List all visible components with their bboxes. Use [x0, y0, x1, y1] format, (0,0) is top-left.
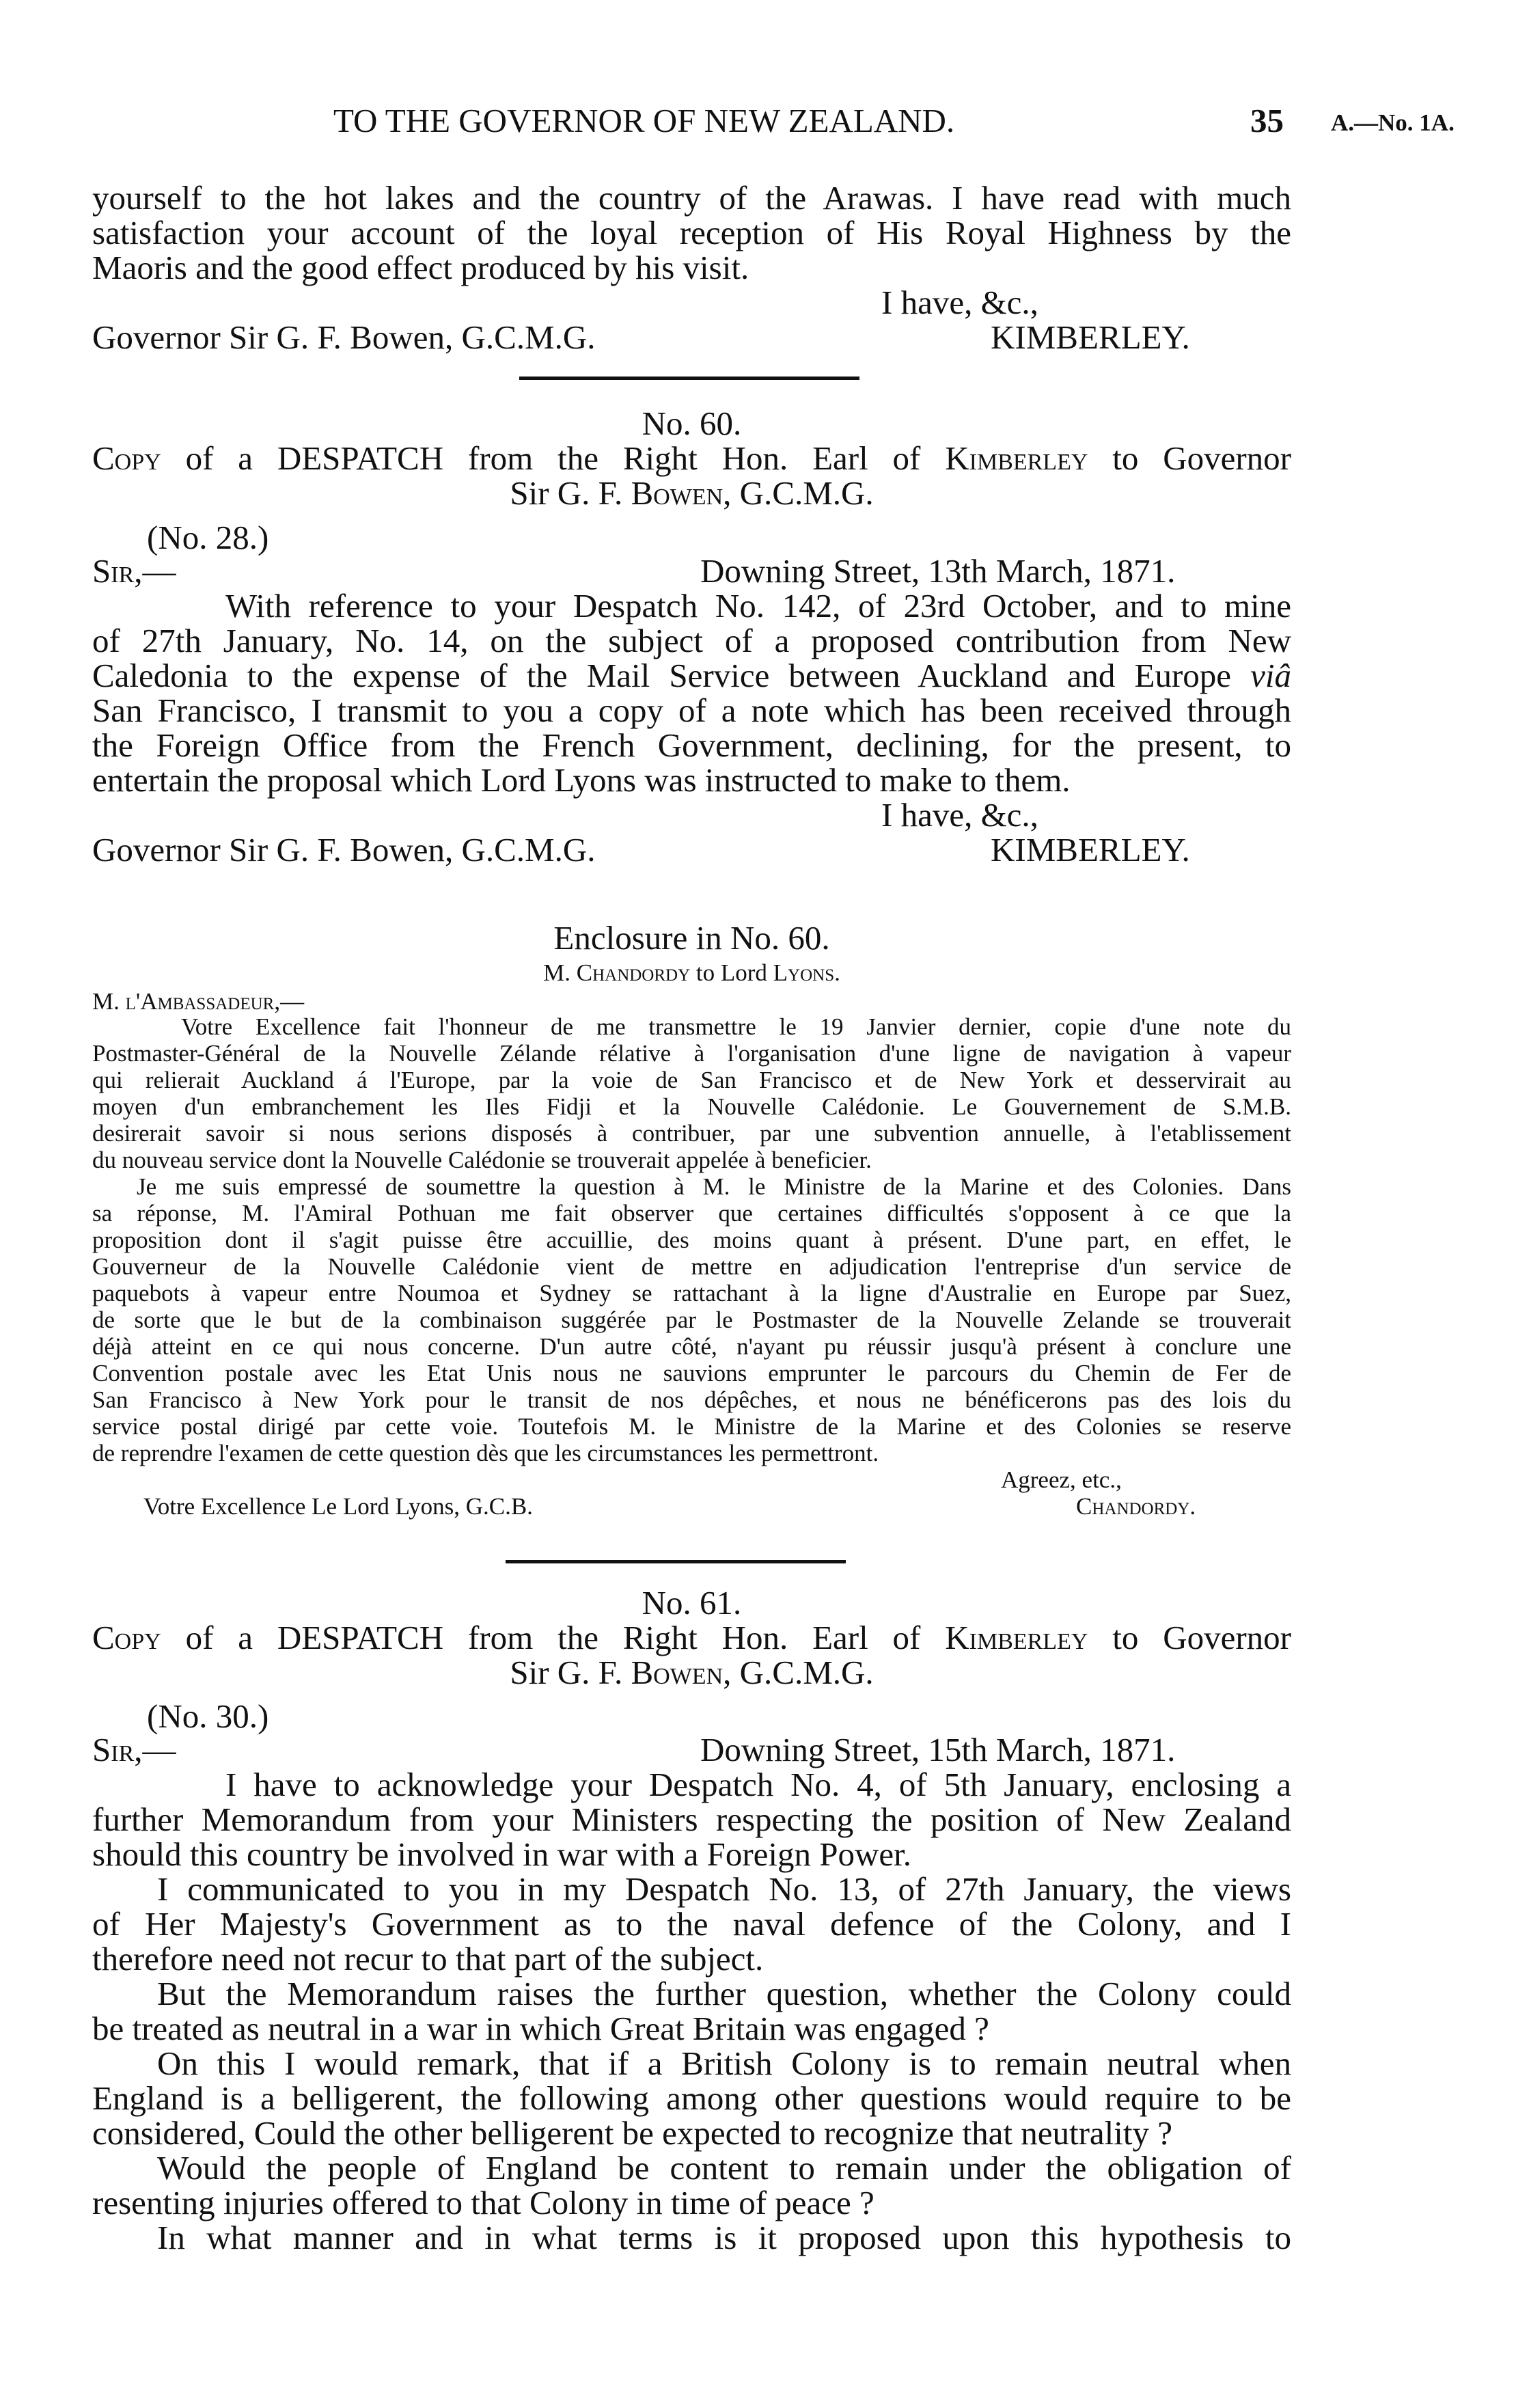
despatch-60-ref: (No. 28.)	[147, 519, 269, 556]
sal-a: M.	[92, 988, 126, 1015]
enclosure-p2-line-7: déjà atteint en ce qui nous concerne. D'un autre côté, n'ayant pu réussir jusqu'à présent à conclure une	[92, 1333, 1291, 1360]
intro-line-2: satisfaction your account of the loyal reception of His Royal Highness by the	[92, 214, 1291, 251]
despatch-60-line-4: San Francisco, I transmit to you a copy of a note which has been received through	[92, 692, 1291, 729]
enclosure-p2-line-1: Je me suis empressé de soumettre la question à M. le Ministre de la Marine et des Colonies. Dans	[137, 1173, 1291, 1200]
despatch-61-p1-line-3: should this country be involved in war with a Foreign Power.	[92, 1835, 911, 1873]
intro-closing: I have, &c.,	[881, 284, 1038, 321]
despatch-60-line-3	[92, 657, 1291, 695]
enclosure-p2-line-11: de reprendre l'examen de cette question dès que les circumstances les permettront.	[92, 1440, 879, 1466]
despatch-61-title-line-1	[92, 1619, 1291, 1657]
enclosure-p1-line-4: moyen d'un embranchement les Iles Fidji et la Nouvelle Calédonie. Le Gouvernement de S.M.B.	[92, 1093, 1291, 1120]
sender-name: Kimberley	[945, 439, 1088, 477]
despatch-61-p1-line-2: further Memorandum from your Ministers respecting the position of New Zealand	[92, 1801, 1291, 1838]
signature: KIMBERLEY.	[991, 831, 1190, 868]
despatch-61-p2-line-3: therefore need not recur to that part of the subject.	[92, 1940, 764, 1978]
despatch-61-p5-line-1: Would the people of England be content to remain under the obligation of	[157, 2149, 1291, 2187]
title-text-end: to Governor	[1088, 439, 1291, 477]
sender-name: Kimberley	[945, 1619, 1088, 1656]
recipient-suffix: , G.C.M.G.	[723, 1654, 874, 1691]
despatch-60-line-1: With reference to your Despatch No. 142, of 23rd October, and to mine	[225, 587, 1291, 625]
recipient-suffix: , G.C.M.G.	[723, 474, 874, 512]
despatch-60-number: No. 60.	[642, 405, 742, 442]
paper-reference: A.—No. 1A.	[1331, 109, 1455, 136]
despatch-60-line-6: entertain the proposal which Lord Lyons was instructed to make to them.	[92, 761, 1071, 799]
sal-b: l'Ambassadeur	[125, 988, 275, 1015]
intro-signature: KIMBERLEY.	[991, 318, 1190, 356]
enclosure-p1-line-6: du nouveau service dont la Nouvelle Calédonie se trouverait appelée à beneficier.	[92, 1147, 872, 1173]
despatch-60-line-5: the Foreign Office from the French Government, declining, for the present, to	[92, 726, 1291, 764]
sub-e: .	[834, 959, 840, 986]
enclosure-p2-line-9: San Francisco à New York pour le transit de nos dépêches, et nous ne bénéficerons pas des lois du	[92, 1386, 1291, 1413]
enclosure-subheading	[92, 959, 1291, 987]
line-text: Caledonia to the expense of the Mail Service between Auckland and Europe	[92, 657, 1251, 694]
salutation: Sir,—	[92, 1731, 176, 1768]
sub-c: to Lord	[690, 959, 773, 986]
despatch-61-p4-line-3: considered, Could the other belligerent be expected to recognize that neutrality ?	[92, 2114, 1172, 2152]
despatch-60-closing: I have, &c.,	[881, 796, 1038, 834]
despatch-60-title-line-1	[92, 439, 1291, 478]
copy-label: Copy	[92, 439, 161, 477]
via-italic: viâ	[1250, 657, 1291, 694]
recipient-name: Lyons	[773, 959, 835, 986]
enclosure-p2-line-4: Gouverneur de la Nouvelle Calédonie vient de mettre en adjudication l'entreprise d'un service de	[92, 1253, 1291, 1280]
place-date: Downing Street, 15th March, 1871.	[700, 1731, 1176, 1768]
enclosure-p1-line-5: desirerait savoir si nous serions disposés à contribuer, par une subvention annuelle, à l'etablissement	[92, 1120, 1291, 1147]
running-header-title: TO THE GOVERNOR OF NEW ZEALAND.	[333, 102, 955, 139]
addressee: Votre Excellence Le Lord Lyons, G.C.B.	[143, 1493, 533, 1520]
despatch-61-number: No. 61.	[642, 1584, 742, 1622]
recipient-prefix: Sir G. F.	[510, 1654, 631, 1691]
title-text: of a DESPATCH from the Right Hon. Earl of	[161, 439, 946, 477]
enclosure-closing: Agreez, etc.,	[1001, 1466, 1122, 1493]
despatch-61-p4-line-2: England is a belligerent, the following among other questions would require to be	[92, 2079, 1291, 2117]
despatch-61-p5-line-2: resenting injuries offered to that Colony in time of peace ?	[92, 2184, 874, 2221]
despatch-61-p4-line-1: On this I would remark, that if a British Colony is to remain neutral when	[157, 2044, 1291, 2082]
signature: Chandordy.	[1076, 1493, 1196, 1520]
salutation: Sir,—	[92, 552, 176, 590]
copy-label: Copy	[92, 1619, 161, 1656]
section-divider-1	[519, 377, 859, 380]
enclosure-p1-line-3: qui relierait Auckland á l'Europe, par la voie de San Francisco et de New York et desservirait au	[92, 1067, 1291, 1093]
section-divider-2	[506, 1560, 846, 1563]
sal-c: ,—	[274, 988, 305, 1015]
enclosure-p1-line-1: Votre Excellence fait l'honneur de me transmettre le 19 Janvier dernier, copie d'une note du	[181, 1013, 1291, 1040]
enclosure-p2-line-2: sa réponse, M. l'Amiral Pothuan me fait observer que certaines difficultés s'opposent à ce que la	[92, 1200, 1291, 1227]
sub-a: M.	[543, 959, 577, 986]
despatch-61-p2-line-2: of Her Majesty's Government as to the naval defence of the Colony, and I	[92, 1905, 1291, 1943]
despatch-61-p1-line-1: I have to acknowledge your Despatch No. 4, of 5th January, enclosing a	[225, 1766, 1291, 1803]
despatch-60-line-2: of 27th January, No. 14, on the subject of a proposed contribution from New	[92, 622, 1291, 659]
recipient-name: Bowen	[631, 1654, 724, 1691]
intro-line-1: yourself to the hot lakes and the country of the Arawas. I have read with much	[92, 179, 1291, 217]
despatch-61-p3-line-1: But the Memorandum raises the further question, whether the Colony could	[157, 1975, 1291, 2012]
addressee: Governor Sir G. F. Bowen, G.C.M.G.	[92, 831, 596, 868]
sender-name: Chandordy	[576, 959, 691, 986]
enclosure-p1-line-2: Postmaster-Général de la Nouvelle Zélande rélative à l'organisation d'une ligne de navigation à vapeur	[92, 1040, 1291, 1067]
title-text: of a DESPATCH from the Right Hon. Earl of	[161, 1619, 946, 1656]
recipient-name: Bowen	[631, 474, 724, 512]
recipient-prefix: Sir G. F.	[510, 474, 631, 512]
enclosure-p2-line-8: Convention postale avec les Etat Unis nous ne sauvions emprunter le parcours du Chemin de Fer de	[92, 1360, 1291, 1386]
place-date: Downing Street, 13th March, 1871.	[700, 552, 1176, 590]
despatch-61-title-line-2	[92, 1654, 1291, 1692]
intro-line-3: Maoris and the good effect produced by his visit.	[92, 249, 749, 286]
enclosure-p2-line-6: de sorte que le but de la combinaison suggérée par le Postmaster de la Nouvelle Zelande se trouverait	[92, 1306, 1291, 1333]
despatch-61-p2-line-1: I communicated to you in my Despatch No. 13, of 27th January, the views	[157, 1870, 1291, 1908]
despatch-60-title-line-2	[92, 474, 1291, 512]
title-text-end: to Governor	[1088, 1619, 1291, 1656]
enclosure-p2-line-3: proposition dont il s'agit puisse être accuillie, des moins quant à présent. D'une part, en effet, le	[92, 1227, 1291, 1253]
despatch-61-p6-line-1: In what manner and in what terms is it proposed upon this hypothesis to	[157, 2219, 1291, 2256]
intro-addressee: Governor Sir G. F. Bowen, G.C.M.G.	[92, 318, 596, 356]
enclosure-p2-line-5: paquebots à vapeur entre Noumoa et Sydney se rattachant à la ligne d'Australie en Europe par Suez,	[92, 1280, 1291, 1306]
enclosure-heading: Enclosure in No. 60.	[553, 919, 830, 957]
page-number: 35	[1250, 102, 1284, 139]
enclosure-salutation	[92, 988, 1291, 1015]
despatch-61-p3-line-2: be treated as neutral in a war in which Great Britain was engaged ?	[92, 2010, 989, 2047]
enclosure-p2-line-10: service postal dirigé par cette voie. Toutefois M. le Ministre de la Marine et des Colonies se reserve	[92, 1413, 1291, 1440]
despatch-61-ref: (No. 30.)	[147, 1697, 269, 1735]
